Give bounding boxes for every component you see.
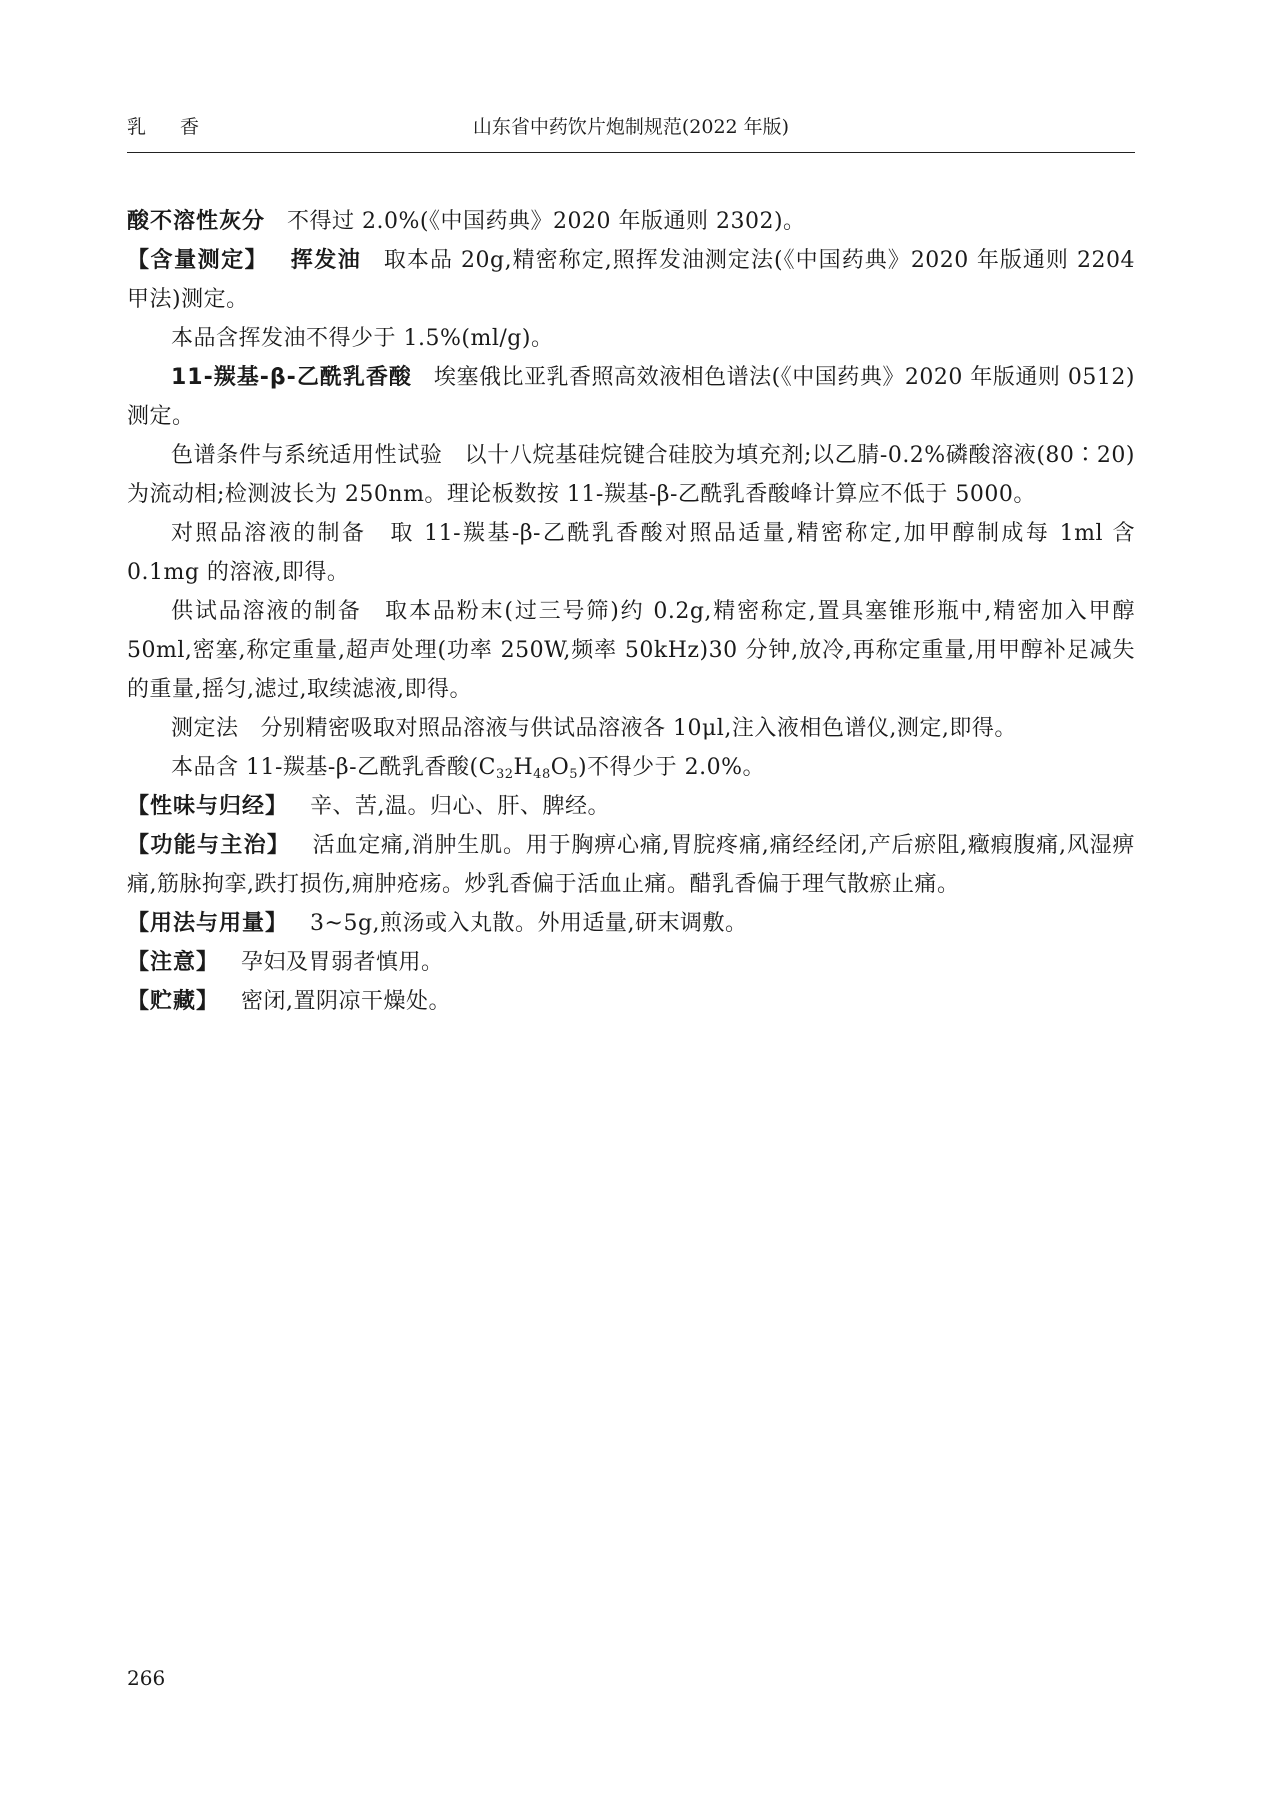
paragraph-determination (127, 709, 1135, 748)
paragraph-nature-meridian (127, 787, 1135, 826)
formula-subscript: 48 (533, 767, 551, 782)
section-label-functions-indications: 【功能与主治】 (127, 833, 291, 858)
paragraph-akba-limit (127, 748, 1135, 787)
formula-subscript: 32 (495, 767, 514, 782)
paragraph-text: 本品含挥发油不得少于 1.5%(ml/g)。 (171, 326, 554, 351)
section-label-nature-meridian: 【性味与归经】 (127, 794, 289, 819)
paragraph-acid-insoluble-ash (127, 202, 1135, 241)
section-label-storage: 【贮藏】 (127, 989, 220, 1014)
paragraph-storage (127, 982, 1135, 1021)
sublabel-determination: 测定法 (171, 716, 239, 741)
formula-suffix: )不得少于 2.0%。 (578, 755, 766, 780)
paragraph-chromatographic-conditions (127, 436, 1135, 514)
paragraph-usage-dosage (127, 904, 1135, 943)
paragraph-text: 3~5g,煎汤或入丸散。外用适量,研末调敷。 (310, 911, 748, 936)
section-label-precautions: 【注意】 (127, 950, 220, 975)
paragraph-reference-solution (127, 514, 1135, 592)
paragraph-text: 辛、苦,温。归心、肝、脾经。 (310, 794, 611, 819)
paragraph-text: 活血定痛,消肿生肌。用于胸痹心痛,胃脘疼痛,痛经经闭,产后瘀阻,癥瘕腹痛,风湿痹痛,筋脉拘挛,跌打损伤,痈肿疮疡。炒乳香偏于活血止痛。醋乳香偏于理气散瘀止痛。 (127, 833, 1135, 897)
sublabel-test-solution: 供试品溶液的制备 (171, 599, 362, 624)
paragraph-functions-indications (127, 826, 1135, 904)
paragraph-precautions (127, 943, 1135, 982)
paragraph-akba-method (127, 358, 1135, 436)
sublabel-reference-solution: 对照品溶液的制备 (171, 521, 367, 546)
sublabel-akba: 11-羰基-β-乙酰乳香酸 (171, 365, 412, 390)
paragraph-text: 分别精密吸取对照品溶液与供试品溶液各 10μl,注入液相色谱仪,测定,即得。 (260, 716, 1017, 741)
sublabel-volatile-oil: 挥发油 (290, 248, 362, 273)
paragraph-text: 埃塞俄比亚乳香照高效液相色谱法(《中国药典》2020 年版通则 0512)测定。 (127, 365, 1135, 429)
paragraph-text: 不得过 2.0%(《中国药典》2020 年版通则 2302)。 (287, 209, 806, 234)
page-number: 266 (127, 1666, 166, 1690)
sublabel-chromatographic-conditions: 色谱条件与系统适用性试验 (171, 443, 443, 468)
paragraph-text: 取 11-羰基-β-乙酰乳香酸对照品适量,精密称定,加甲醇制成每 1ml 含 0.1mg 的溶液,即得。 (127, 521, 1135, 585)
formula-element: H (513, 755, 534, 780)
section-label-assay: 【含量测定】 (127, 248, 269, 273)
formula-subscript: 5 (569, 767, 579, 782)
paragraph-volatile-oil-limit (127, 319, 1135, 358)
paragraph-text: 密闭,置阴凉干燥处。 (241, 989, 452, 1014)
formula-prefix: 本品含 11-羰基-β-乙酰乳香酸(C (171, 755, 496, 780)
paragraph-text: 孕妇及胃弱者慎用。 (241, 950, 444, 975)
paragraph-text: 取本品 20g,精密称定,照挥发油测定法(《中国药典》2020 年版通则 2204 甲法)测定。 (127, 248, 1135, 312)
section-label-acid-insoluble-ash: 酸不溶性灰分 (127, 209, 266, 234)
running-header (127, 112, 1135, 153)
paragraph-assay-volatile-oil (127, 241, 1135, 319)
paragraph-text: 取本品粉末(过三号筛)约 0.2g,精密称定,置具塞锥形瓶中,精密加入甲醇 50ml,密塞,称定重量,超声处理(功率 250W,频率 50kHz)30 分钟,放冷,再称定重量,用甲醇补足减失的重量,摇匀,滤过,取续滤液,即得。 (127, 599, 1135, 702)
header-entry-name: 乳 香 (127, 116, 214, 138)
paragraph-test-solution (127, 592, 1135, 709)
formula-element: O (550, 755, 570, 780)
header-book-title: 山东省中药饮片炮制规范(2022 年版) (472, 116, 790, 138)
section-label-usage-dosage: 【用法与用量】 (127, 911, 289, 936)
page-body (127, 202, 1135, 1021)
paragraph-text: 以十八烷基硅烷键合硅胶为填充剂;以乙腈-0.2%磷酸溶液(80∶20)为流动相;检测波长为 250nm。理论板数按 11-羰基-β-乙酰乳香酸峰计算应不低于 5000。 (127, 443, 1135, 507)
